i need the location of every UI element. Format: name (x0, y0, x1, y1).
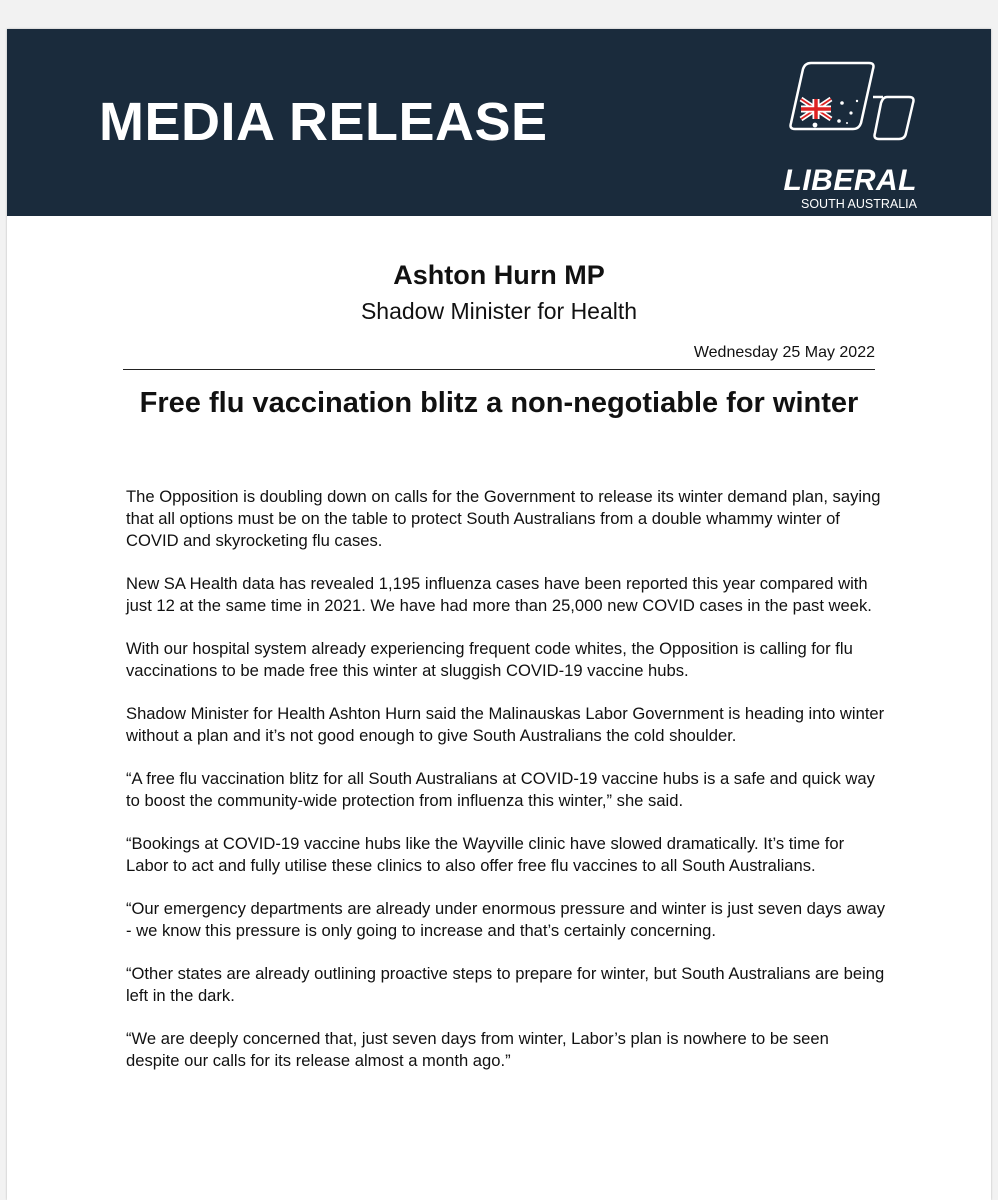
paragraph: “A free flu vaccination blitz for all South Australians at COVID-19 vaccine hubs is a safe and quick way to boost the community-wide protection from influenza this winter,” she said. (126, 769, 875, 810)
mp-role: Shadow Minister for Health (360, 298, 638, 324)
australian-flag-icon (787, 57, 917, 165)
document-page (7, 29, 991, 1200)
paragraph: “Our emergency departments are already under enormous pressure and winter is just seven days away - we know this pressure is only going to increase and that’s certainly concerning. (126, 899, 886, 940)
paragraph: “Bookings at COVID-19 vaccine hubs like the Wayville clinic have slowed dramatically. It’s time for Labor to act and fully utilise these clinics to also offer free flu vaccines to all South Australians. (126, 834, 845, 875)
mp-name: Ashton Hurn MP (393, 260, 605, 290)
logo-subtext: SOUTH AUSTRALIA (801, 197, 917, 211)
release-date: Wednesday 25 May 2022 (693, 344, 875, 361)
paragraph: Shadow Minister for Health Ashton Hurn said the Malinauskas Labor Government is heading into winter without a plan and it’s not good enough to give South Australians the cold shoulder. (126, 704, 885, 745)
logo-wordmark: LIBERAL (783, 164, 917, 197)
paragraph: New SA Health data has revealed 1,195 influenza cases have been reported this year compared with just 12 at the same time in 2021. We have had more than 25,000 new COVID cases in the past week. (126, 574, 872, 615)
paragraph: With our hospital system already experiencing frequent code whites, the Opposition is calling for flu vaccinations to be made free this winter at sluggish COVID-19 vaccine hubs. (126, 639, 853, 680)
media-release-banner (7, 29, 991, 216)
release-body (126, 486, 886, 1093)
headline: Free flu vaccination blitz a non-negotiable for winter (139, 387, 859, 419)
header-divider (123, 369, 875, 370)
paragraph: “Other states are already outlining proactive steps to prepare for winter, but South Australians are being left in the dark. (126, 964, 885, 1005)
banner-title: MEDIA RELEASE (99, 92, 548, 152)
liberal-logo (777, 57, 917, 211)
paragraph: The Opposition is doubling down on calls for the Government to release its winter demand plan, saying that all options must be on the table to protect South Australians from a double whammy winter of COVID and skyrocketing flu cases. (126, 487, 881, 550)
paragraph: “We are deeply concerned that, just seven days from winter, Labor’s plan is nowhere to be seen despite our calls for its release almost a month ago.” (126, 1029, 829, 1070)
